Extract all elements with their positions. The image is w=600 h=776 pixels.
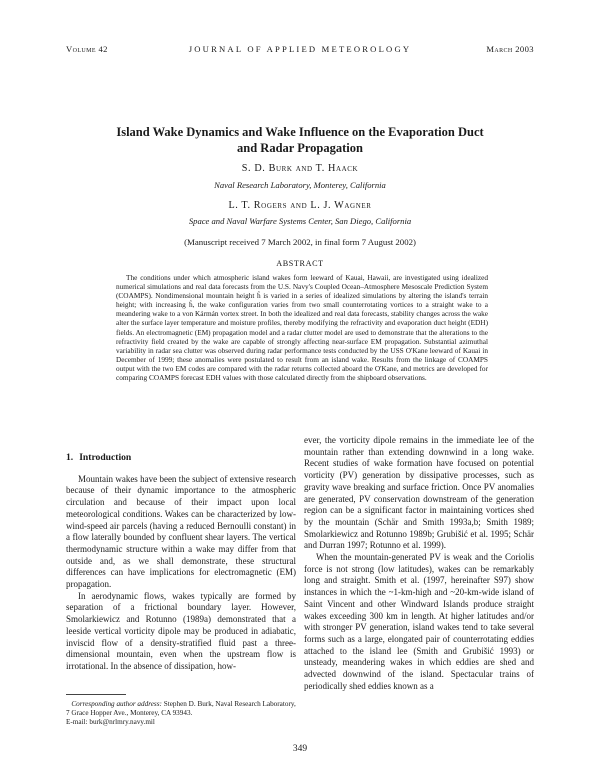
left-column (66, 452, 296, 673)
abstract-text: The conditions under which atmospheric island wakes form leeward of Kauai, Hawaii, are investigated using idealized numerical simulations and real data forecasts from the U.S. Navy's Coupled Ocean–Atmosphere Mesoscale Prediction System (COAMPS). Nondimensional mountain height ĥ is varied in a series of idealized simulations by altering the island's terrain height; with increasing ĥ, the wake configuration varies from two small counterrotating vortices to a straight wake to a meandering wake to a von Kármán vortex street. In both the idealized and real data forecasts, stability changes across the wake alter the surface layer temperature and moisture profiles, thereby modifying the refractivity and evaporation duct height (EDH) fields. An electromagnetic (EM) propagation model and a radar clutter model are used to demonstrate that the alterations to the refractivity field created by the wake are capable of strongly affecting near-surface EM propagation. Substantial azimuthal variability in radar sea clutter was observed during radar performance tests conducted by the USS O'Kane leeward of Kauai in December of 1999; these anomalies were postulated to result from an island wake. Results from the linkage of COAMPS output with the two EM codes are compared with the radar returns collected aboard the O'Kane, and metrics are developed for comparing COAMPS forecast EDH values with those calculated directly from the shipboard observations. (116, 273, 488, 383)
author-group-2: L. T. Rogers and L. J. Wagner (228, 200, 372, 211)
issue-date: March 2003 (486, 44, 534, 54)
intro-paragraph-2: In aerodynamic flows, wakes typically are formed by separation of a frictional boundary layer. However, Smolarkiewicz and Rotunno (1989a) demonstrated that a leeside vertical vorticity dipole may be produced in adiabatic, inviscid flow of a density-stratified fluid past a three-dimensional mountain, even when the upstream flow is irrotational. In the absence of dissipation, how- (66, 590, 296, 671)
footnote-divider (66, 694, 126, 695)
footnote (66, 700, 296, 727)
page-number: 349 (292, 744, 308, 754)
intro-paragraph-1: Mountain wakes have been the subject of extensive research because of their dynamic importance to the atmospheric circulation and because of their impact upon local meteorological conditions. Wakes can be characterized by low-wind-speed air parcels (having a reduced Bernoulli constant) in a flow laterally bounded by confluent shear layers. The vertical thermodynamic structure within a wake may differ from that outside and, as we shall demonstrate, these structural differences can have implications for electromagnetic (EM) propagation. (66, 473, 296, 590)
volume-label: Volume 42 (66, 44, 108, 54)
footnote-email: E-mail: burk@nrlmry.navy.mil (66, 718, 155, 726)
title-line-2: and Radar Propagation (237, 141, 363, 155)
right-column (304, 435, 534, 692)
intro-paragraph-3: When the mountain-generated PV is weak and the Coriolis force is not strong (low latitudes), wakes can be remarkably long and straight. Smith et al. (1997, hereinafter S97) show instances in which the ~1-km-high and ~20-km-wide island of Saint Vincent and other Windward Islands produce straight wakes exceeding 300 km in length. At higher latitudes and/or with stronger PV generation, island wakes tend to take several forms such as a large, elongated pair of counterrotating eddies attached to the island lee (Smith and Grubišić 1993) or unsteady, meandering wakes in which eddies are shed and advected downwind of the island. Spectacular trains of periodically shed eddies known as a (304, 552, 534, 691)
affiliation-1: Naval Research Laboratory, Monterey, California (214, 180, 386, 190)
article-title (66, 124, 534, 156)
abstract-heading: ABSTRACT (276, 259, 324, 268)
manuscript-dates: (Manuscript received 7 March 2002, in final form 7 August 2002) (184, 237, 416, 247)
section-title: Introduction (79, 452, 132, 463)
running-header (66, 44, 534, 56)
footnote-label: Corresponding author address: (71, 700, 162, 708)
intro-paragraph-2-continued: ever, the vorticity dipole remains in the immediate lee of the mountain rather than extending downwind in a long wake. Recent studies of wake formation have focused on potential vorticity (PV) generation by dissipative processes, such as gravity wave breaking and surface friction. Once PV anomalies are generated, PV conservation downstream of the generation region can be a significant factor in maintaining vortices shed by the mountain (Schär and Smith 1993a,b; Smith 1989; Smolarkiewicz and Rotunno 1989b; Grubišić et al. 1995; Schär and Durran 1997; Rotunno et al. 1999). (304, 435, 534, 551)
author-group-1: S. D. Burk and T. Haack (241, 163, 359, 174)
affiliation-2: Space and Naval Warfare Systems Center, San Diego, California (188, 216, 412, 226)
section-heading (66, 452, 296, 464)
section-number: 1. (66, 452, 74, 463)
title-line-1: Island Wake Dynamics and Wake Influence on the Evaporation Duct (116, 125, 484, 139)
footnote-address: Stephen D. Burk, Naval Research Laboratory, 7 Grace Hopper Ave., Monterey, CA 93943. (66, 700, 296, 717)
journal-name: JOURNAL OF APPLIED METEOROLOGY (188, 44, 412, 54)
